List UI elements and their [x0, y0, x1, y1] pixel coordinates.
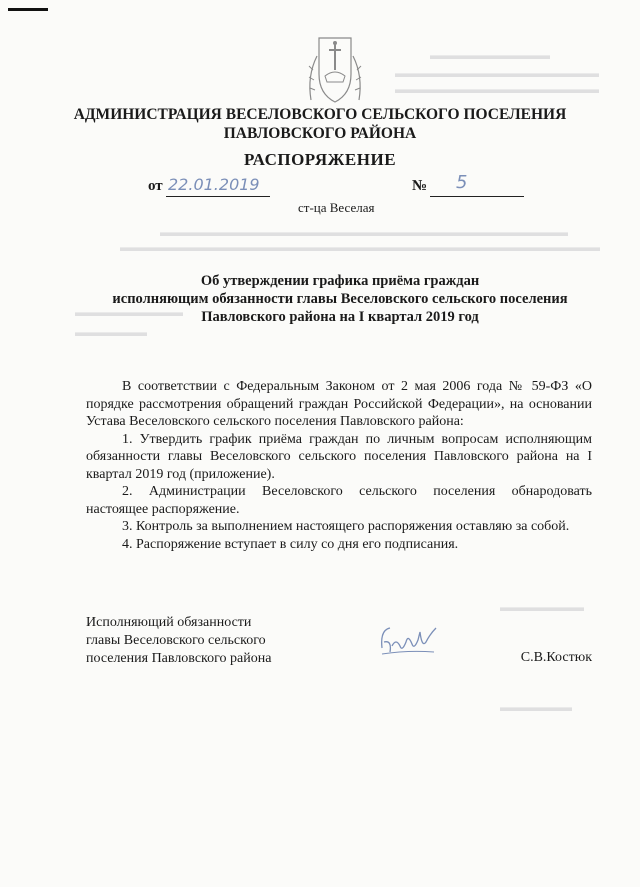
number-underline — [430, 196, 524, 197]
handwritten-signature — [378, 618, 438, 658]
show-through-text: ▬▬▬▬▬▬▬▬▬▬▬▬▬▬▬▬▬ — [395, 82, 599, 96]
number-prefix: № — [412, 178, 428, 194]
show-through-text: ▬▬▬▬▬▬▬▬▬▬▬▬▬▬▬▬▬▬▬▬▬▬▬▬▬▬▬▬▬▬▬▬▬▬▬▬▬▬▬▬ — [120, 240, 600, 254]
show-through-text: ▬▬▬▬▬▬ — [500, 700, 572, 714]
date-prefix: от — [148, 178, 163, 194]
body-item-4: 4. Распоряжение вступает в силу со дня его подписания. — [122, 536, 459, 552]
signatory-name: С.В.Костюк — [520, 650, 592, 665]
body-item-2: 2. Администрации Веселовского сельского поселения обнародовать настоящее распоряжение. — [86, 484, 592, 517]
date-number-row — [0, 172, 640, 202]
show-through-text: ▬▬▬▬▬▬▬▬▬▬▬▬▬▬▬▬▬ — [395, 66, 599, 80]
document-body — [86, 378, 592, 553]
top-edge-mark — [8, 8, 48, 11]
signatory-line2: главы Веселовского сельского — [86, 633, 266, 648]
number-value: 5 — [456, 172, 468, 193]
document-subject — [90, 272, 590, 326]
date-value: 22.01.2019 — [168, 175, 260, 194]
subject-line1: Об утверждении графика приёма граждан — [200, 273, 480, 289]
show-through-text: ▬▬▬▬▬▬▬ — [500, 600, 584, 614]
body-intro: В соответствии с Федеральным Законом от 2 мая 2006 года № 59-ФЗ «О порядке рассмотрения обращений граждан Российской Федерации», на основании Устава Веселовского сельского поселения Павловского района: — [86, 379, 592, 429]
signatory-position — [86, 614, 271, 668]
subject-line2: исполняющим обязанности главы Веселовского сельского поселения — [112, 291, 568, 307]
subject-line3: Павловского района на I квартал 2019 год — [201, 309, 479, 325]
administration-title — [0, 105, 640, 143]
body-item-3: 3. Контроль за выполнением настоящего распоряжения оставляю за собой. — [122, 519, 570, 534]
place-of-issue: ст-ца Веселая — [298, 200, 375, 215]
show-through-text: ▬▬▬▬▬▬ — [75, 325, 147, 339]
date-underline — [166, 196, 270, 197]
signatory-line3: поселения Павловского района — [86, 651, 272, 666]
show-through-text: ▬▬▬▬▬▬▬▬▬▬▬▬▬▬▬▬▬▬▬▬▬▬▬▬▬▬▬▬▬▬▬▬▬▬ — [160, 225, 568, 239]
document-type: РАСПОРЯЖЕНИЕ — [243, 150, 397, 169]
administration-title-line1: АДМИНИСТРАЦИЯ ВЕСЕЛОВСКОГО СЕЛЬСКОГО ПОСЕЛЕНИЯ — [73, 106, 567, 123]
coat-of-arms-emblem — [305, 30, 365, 108]
administration-title-line2: ПАВЛОВСКОГО РАЙОНА — [223, 125, 417, 142]
show-through-text: ▬▬▬▬▬▬▬▬▬▬ — [430, 48, 550, 62]
signatory-line1: Исполняющий обязанности — [86, 615, 252, 630]
body-item-1: 1. Утвердить график приёма граждан по личным вопросам исполняющим обязанности главы Веселовского сельского поселения Павловского района на I квартал 2019 год (приложение). — [86, 431, 592, 482]
show-through-text: ▬▬▬▬▬▬▬▬▬ — [75, 305, 183, 319]
